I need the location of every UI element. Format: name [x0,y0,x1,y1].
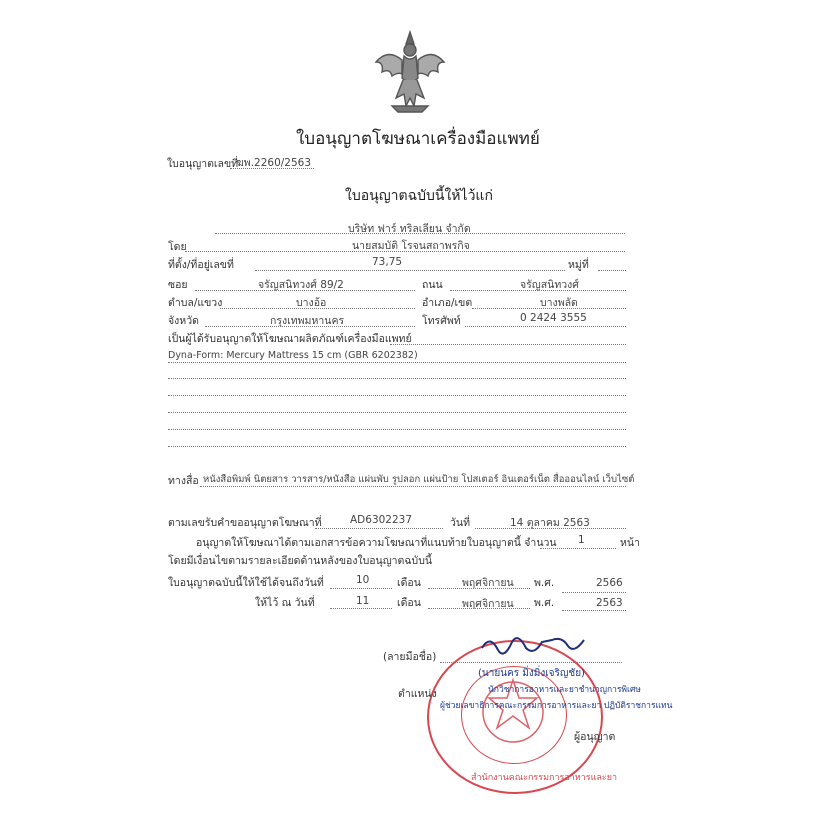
address-no-value: 73,75 [372,256,403,268]
dotted-line [450,290,626,291]
product-name: Dyna-Form: Mercury Mattress 15 cm (GBR 6202382) [168,350,418,361]
dotted-line [168,412,626,413]
signer-name: (นายนคร มิ่งมิ่งเจริญชัย) [478,668,585,679]
signature-label: (ลายมือชื่อ) [383,651,437,663]
phone-value: 0 2424 3555 [520,312,587,324]
dotted-line [330,588,392,589]
license-number-value: ฆพ.2260/2563 [236,157,312,169]
dotted-line [472,308,626,309]
handwritten-signature-icon [476,630,596,660]
media-value: หนังสือพิมพ์ นิตยสาร วารสาร/หนังสือ แผ่นพับ รูปลอก แผ่นป้าย โปสเตอร์ อินเตอร์เน็ต สื่อออนไลน์ เว็บไซต์ [203,474,635,485]
position-label: ตำแหน่ง [398,688,437,700]
attach-unit: หน้า [620,537,640,549]
valid-month: พฤศจิกายน [462,577,514,589]
valid-day: 10 [356,574,370,586]
attach-count: 1 [578,534,585,546]
licensor-label: ผู้อนุญาต [574,731,616,743]
garuda-emblem [370,28,450,114]
request-date-value: 14 ตุลาคม 2563 [510,517,590,529]
tambon-label: ตำบล/แขวง [168,297,223,309]
soi-label: ซอย [168,279,188,291]
road-label: ถนน [422,279,443,291]
valid-year-label: พ.ศ. [534,577,555,589]
document-subtitle: ใบอนุญาตฉบับนี้ให้ไว้แก่ [345,188,493,204]
issued-year-label: พ.ศ. [534,597,555,609]
attach-text: อนุญาตให้โฆษณาได้ตามเอกสารข้อความโฆษณาที่แนบท้ายใบอนุญาตนี้ จำนวน [196,537,557,549]
dotted-line [168,446,626,447]
address-no-label: ที่ตั้ง/ที่อยู่เลขที่ [168,259,234,271]
dotted-line [330,608,392,609]
position-line-2: ผู้ช่วยเลขาธิการคณะกรรมการอาหารและยา ปฏิบัติราชการแทน [440,701,673,711]
garuda-emblem-icon [370,28,450,114]
request-value: AD6302237 [350,514,413,526]
moo-label: หมู่ที่ [568,259,589,271]
dotted-line [440,662,622,663]
issued-month-label: เดือน [397,597,421,609]
dotted-line [168,429,626,430]
issued-year: 2563 [596,597,623,609]
request-date-label: วันที่ [450,517,470,529]
dotted-line [230,168,314,169]
stamp-text: สำนักงานคณะกรรมการอาหารและยา [471,773,618,783]
valid-year: 2566 [596,577,623,589]
dotted-line [598,270,626,271]
issued-label: ให้ไว้ ณ วันที่ [255,597,315,609]
valid-month-label: เดือน [397,577,421,589]
dotted-line [185,251,625,252]
dotted-line [475,528,626,529]
dotted-line [428,608,530,609]
condition-text: โดยมีเงื่อนไขตามรายละเอียดด้านหลังของใบอนุญาตฉบับนี้ [168,555,433,567]
dotted-line [215,233,625,234]
position-line-1: นักวิชาการอาหารและยาชำนาญการพิเศษ [488,685,641,695]
issued-day: 11 [356,595,370,607]
by-value: นายสมบัติ โรจนสถาพรกิจ [352,240,470,252]
amphoe-label: อำเภอ/เขต [422,297,473,309]
dotted-line [428,588,530,589]
dotted-line [562,610,626,611]
by-label: โดย [168,241,187,253]
dotted-line [200,486,626,487]
permit-text: เป็นผู้ได้รับอนุญาตให้โฆษณาผลิตภัณฑ์เครื่องมือแพทย์ [168,333,412,345]
company-name: บริษัท ฟาร์ ทริลเลียน จำกัด [348,223,471,235]
request-label: ตามเลขรับคำขออนุญาตโฆษณาที่ [168,517,322,529]
dotted-line [168,362,626,363]
amphoe-value: บางพลัด [540,297,578,309]
issued-month: พฤศจิกายน [462,598,514,610]
tambon-value: บางอ้อ [296,297,327,309]
road-value: จรัญสนิทวงศ์ [520,279,579,291]
dotted-line [540,548,616,549]
dotted-line [562,592,626,593]
dotted-line [390,344,626,345]
phone-label: โทรศัพท์ [422,315,461,327]
dotted-line [255,270,565,271]
document-title: ใบอนุญาตโฆษณาเครื่องมือแพทย์ [296,129,540,149]
province-value: กรุงเทพมหานคร [270,315,345,327]
soi-value: จรัญสนิทวงศ์ 89/2 [258,279,344,291]
dotted-line [168,395,626,396]
media-label: ทางสื่อ [168,475,199,487]
valid-until-label: ใบอนุญาตฉบับนี้ให้ใช้ได้จนถึงวันที่ [168,577,324,589]
license-number-label: ใบอนุญาตเลขที่ [167,158,239,170]
dotted-line [220,308,415,309]
dotted-line [205,326,415,327]
dotted-line [465,326,626,327]
dotted-line [315,528,443,529]
dotted-line [195,290,415,291]
dotted-line [168,378,626,379]
province-label: จังหวัด [168,315,199,327]
